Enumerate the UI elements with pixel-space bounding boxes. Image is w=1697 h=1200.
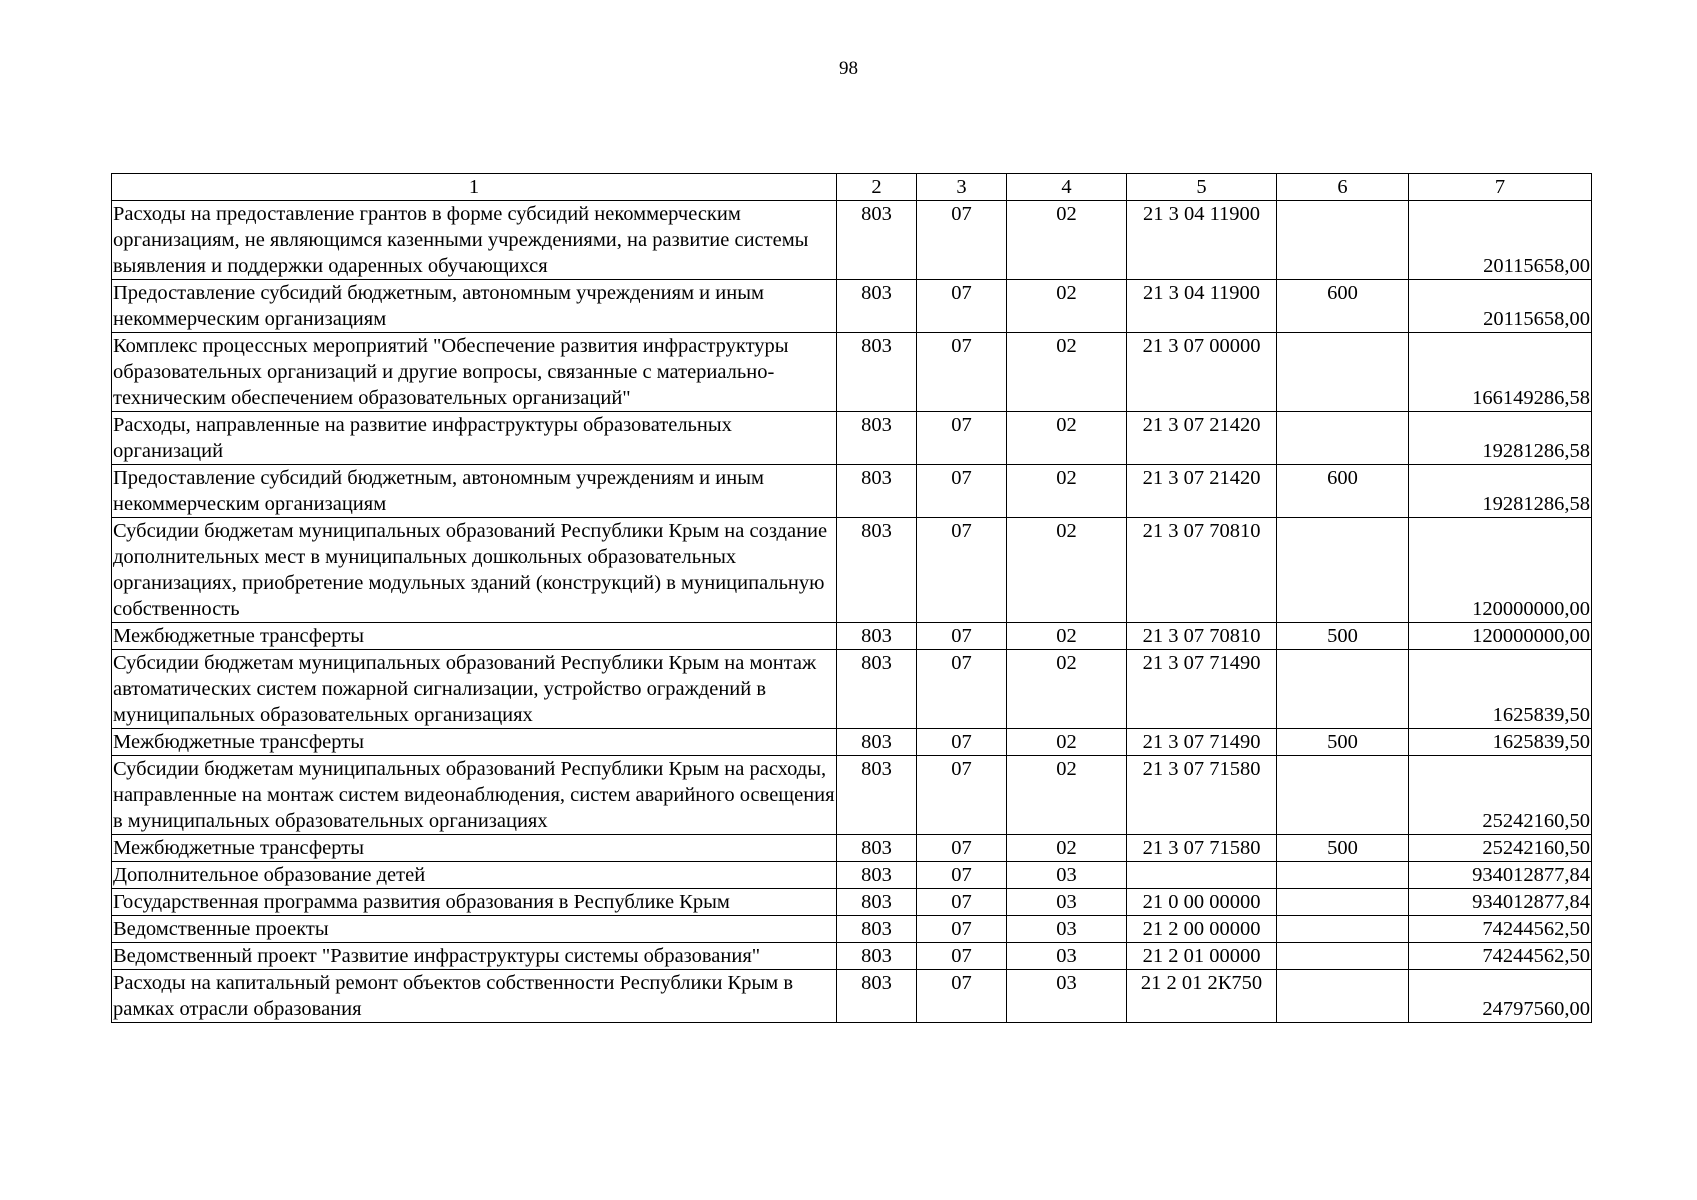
- table-row: [112, 835, 1592, 862]
- row-description: Расходы, направленные на развитие инфраструктуры образовательных организаций: [112, 412, 837, 465]
- row-section-code: 07: [917, 623, 1007, 650]
- row-amount: 934012877,84: [1409, 889, 1592, 916]
- row-expense-type: [1277, 970, 1409, 1023]
- table-row: [112, 333, 1592, 412]
- row-amount: 20115658,00: [1409, 280, 1592, 333]
- column-header: 3: [917, 174, 1007, 201]
- row-subsection-code: 02: [1007, 201, 1127, 280]
- row-amount: 120000000,00: [1409, 518, 1592, 623]
- row-ministry-code: 803: [837, 518, 917, 623]
- row-description: Предоставление субсидий бюджетным, автономным учреждениям и иным некоммерческим организациям: [112, 280, 837, 333]
- row-target-article: 21 2 00 00000: [1127, 916, 1277, 943]
- row-target-article: 21 3 07 70810: [1127, 623, 1277, 650]
- row-target-article: 21 3 07 71490: [1127, 650, 1277, 729]
- row-amount: 25242160,50: [1409, 835, 1592, 862]
- row-subsection-code: 03: [1007, 916, 1127, 943]
- row-description: Предоставление субсидий бюджетным, автономным учреждениям и иным некоммерческим организациям: [112, 465, 837, 518]
- table-row: [112, 889, 1592, 916]
- row-subsection-code: 02: [1007, 412, 1127, 465]
- row-description: Расходы на предоставление грантов в форме субсидий некоммерческим организациям, не являющимся казенными учреждениями, на развитие системы выявления и поддержки одаренных обучающихся: [112, 201, 837, 280]
- row-expense-type: 600: [1277, 465, 1409, 518]
- row-target-article: 21 3 07 21420: [1127, 465, 1277, 518]
- row-subsection-code: 02: [1007, 835, 1127, 862]
- row-ministry-code: 803: [837, 862, 917, 889]
- table-row: [112, 201, 1592, 280]
- row-subsection-code: 03: [1007, 943, 1127, 970]
- row-section-code: 07: [917, 412, 1007, 465]
- page-number: 98: [839, 58, 858, 79]
- row-subsection-code: 02: [1007, 333, 1127, 412]
- row-ministry-code: 803: [837, 333, 917, 412]
- row-subsection-code: 02: [1007, 280, 1127, 333]
- row-ministry-code: 803: [837, 943, 917, 970]
- row-description: Государственная программа развития образования в Республике Крым: [112, 889, 837, 916]
- row-target-article: 21 3 07 71580: [1127, 835, 1277, 862]
- row-ministry-code: 803: [837, 650, 917, 729]
- row-description: Дополнительное образование детей: [112, 862, 837, 889]
- row-subsection-code: 03: [1007, 889, 1127, 916]
- row-target-article: [1127, 862, 1277, 889]
- row-expense-type: [1277, 756, 1409, 835]
- row-target-article: 21 3 07 70810: [1127, 518, 1277, 623]
- row-ministry-code: 803: [837, 465, 917, 518]
- table-row: [112, 862, 1592, 889]
- row-section-code: 07: [917, 889, 1007, 916]
- row-description: Субсидии бюджетам муниципальных образований Республики Крым на монтаж автоматических систем пожарной сигнализации, устройство ограждений в муниципальных образовательных организациях: [112, 650, 837, 729]
- row-description: Субсидии бюджетам муниципальных образований Республики Крым на создание дополнительных мест в муниципальных дошкольных образовательных организациях, приобретение модульных зданий (конструкций) в муниципальную собственность: [112, 518, 837, 623]
- row-ministry-code: 803: [837, 835, 917, 862]
- row-amount: 1625839,50: [1409, 729, 1592, 756]
- row-section-code: 07: [917, 916, 1007, 943]
- table-row: [112, 465, 1592, 518]
- column-header: 1: [112, 174, 837, 201]
- row-subsection-code: 02: [1007, 756, 1127, 835]
- row-section-code: 07: [917, 835, 1007, 862]
- row-section-code: 07: [917, 333, 1007, 412]
- row-amount: 20115658,00: [1409, 201, 1592, 280]
- column-header: 6: [1277, 174, 1409, 201]
- column-header: 2: [837, 174, 917, 201]
- row-section-code: 07: [917, 756, 1007, 835]
- column-header: 5: [1127, 174, 1277, 201]
- row-amount: 166149286,58: [1409, 333, 1592, 412]
- row-description: Субсидии бюджетам муниципальных образований Республики Крым на расходы, направленные на монтаж систем видеонаблюдения, систем аварийного освещения в муниципальных образовательных организациях: [112, 756, 837, 835]
- row-ministry-code: 803: [837, 623, 917, 650]
- row-section-code: 07: [917, 862, 1007, 889]
- table-row: [112, 756, 1592, 835]
- row-ministry-code: 803: [837, 889, 917, 916]
- budget-table: [111, 173, 1592, 1023]
- row-expense-type: 500: [1277, 835, 1409, 862]
- row-section-code: 07: [917, 201, 1007, 280]
- row-description: Ведомственный проект "Развитие инфраструктуры системы образования": [112, 943, 837, 970]
- row-amount: 74244562,50: [1409, 916, 1592, 943]
- row-target-article: 21 3 07 71580: [1127, 756, 1277, 835]
- row-target-article: 21 3 07 00000: [1127, 333, 1277, 412]
- table-row: [112, 729, 1592, 756]
- row-target-article: 21 3 07 21420: [1127, 412, 1277, 465]
- row-subsection-code: 03: [1007, 970, 1127, 1023]
- row-expense-type: [1277, 916, 1409, 943]
- row-section-code: 07: [917, 943, 1007, 970]
- table-row: [112, 623, 1592, 650]
- row-description: Расходы на капитальный ремонт объектов собственности Республики Крым в рамках отрасли образования: [112, 970, 837, 1023]
- row-target-article: 21 0 00 00000: [1127, 889, 1277, 916]
- table-row: [112, 650, 1592, 729]
- row-expense-type: 500: [1277, 623, 1409, 650]
- row-expense-type: [1277, 650, 1409, 729]
- row-section-code: 07: [917, 280, 1007, 333]
- row-target-article: 21 2 01 00000: [1127, 943, 1277, 970]
- row-amount: 24797560,00: [1409, 970, 1592, 1023]
- row-description: Ведомственные проекты: [112, 916, 837, 943]
- row-amount: 19281286,58: [1409, 465, 1592, 518]
- table-row: [112, 412, 1592, 465]
- row-expense-type: [1277, 889, 1409, 916]
- row-amount: 120000000,00: [1409, 623, 1592, 650]
- row-expense-type: [1277, 412, 1409, 465]
- row-amount: 1625839,50: [1409, 650, 1592, 729]
- column-header: 4: [1007, 174, 1127, 201]
- row-ministry-code: 803: [837, 970, 917, 1023]
- row-description: Межбюджетные трансферты: [112, 623, 837, 650]
- row-ministry-code: 803: [837, 729, 917, 756]
- row-subsection-code: 02: [1007, 518, 1127, 623]
- table-row: [112, 943, 1592, 970]
- row-expense-type: [1277, 862, 1409, 889]
- row-section-code: 07: [917, 518, 1007, 623]
- table-row: [112, 916, 1592, 943]
- row-ministry-code: 803: [837, 916, 917, 943]
- row-section-code: 07: [917, 465, 1007, 518]
- row-ministry-code: 803: [837, 412, 917, 465]
- row-expense-type: [1277, 201, 1409, 280]
- row-target-article: 21 3 07 71490: [1127, 729, 1277, 756]
- row-target-article: 21 2 01 2К750: [1127, 970, 1277, 1023]
- row-subsection-code: 02: [1007, 729, 1127, 756]
- row-subsection-code: 03: [1007, 862, 1127, 889]
- row-ministry-code: 803: [837, 280, 917, 333]
- column-header: 7: [1409, 174, 1592, 201]
- row-amount: 25242160,50: [1409, 756, 1592, 835]
- row-subsection-code: 02: [1007, 623, 1127, 650]
- row-subsection-code: 02: [1007, 650, 1127, 729]
- row-expense-type: [1277, 333, 1409, 412]
- row-section-code: 07: [917, 970, 1007, 1023]
- row-target-article: 21 3 04 11900: [1127, 201, 1277, 280]
- table-row: [112, 970, 1592, 1023]
- row-section-code: 07: [917, 650, 1007, 729]
- row-description: Межбюджетные трансферты: [112, 835, 837, 862]
- row-target-article: 21 3 04 11900: [1127, 280, 1277, 333]
- row-expense-type: [1277, 518, 1409, 623]
- row-description: Межбюджетные трансферты: [112, 729, 837, 756]
- row-amount: 74244562,50: [1409, 943, 1592, 970]
- row-subsection-code: 02: [1007, 465, 1127, 518]
- row-ministry-code: 803: [837, 756, 917, 835]
- row-amount: 934012877,84: [1409, 862, 1592, 889]
- row-expense-type: 600: [1277, 280, 1409, 333]
- row-amount: 19281286,58: [1409, 412, 1592, 465]
- row-expense-type: [1277, 943, 1409, 970]
- table-row: [112, 518, 1592, 623]
- row-expense-type: 500: [1277, 729, 1409, 756]
- row-description: Комплекс процессных мероприятий "Обеспечение развития инфраструктуры образовательных организаций и другие вопросы, связанные с материально-техническим обеспечением образовательных организаций": [112, 333, 837, 412]
- row-section-code: 07: [917, 729, 1007, 756]
- table-row: [112, 280, 1592, 333]
- row-ministry-code: 803: [837, 201, 917, 280]
- table-header-row: [112, 174, 1592, 201]
